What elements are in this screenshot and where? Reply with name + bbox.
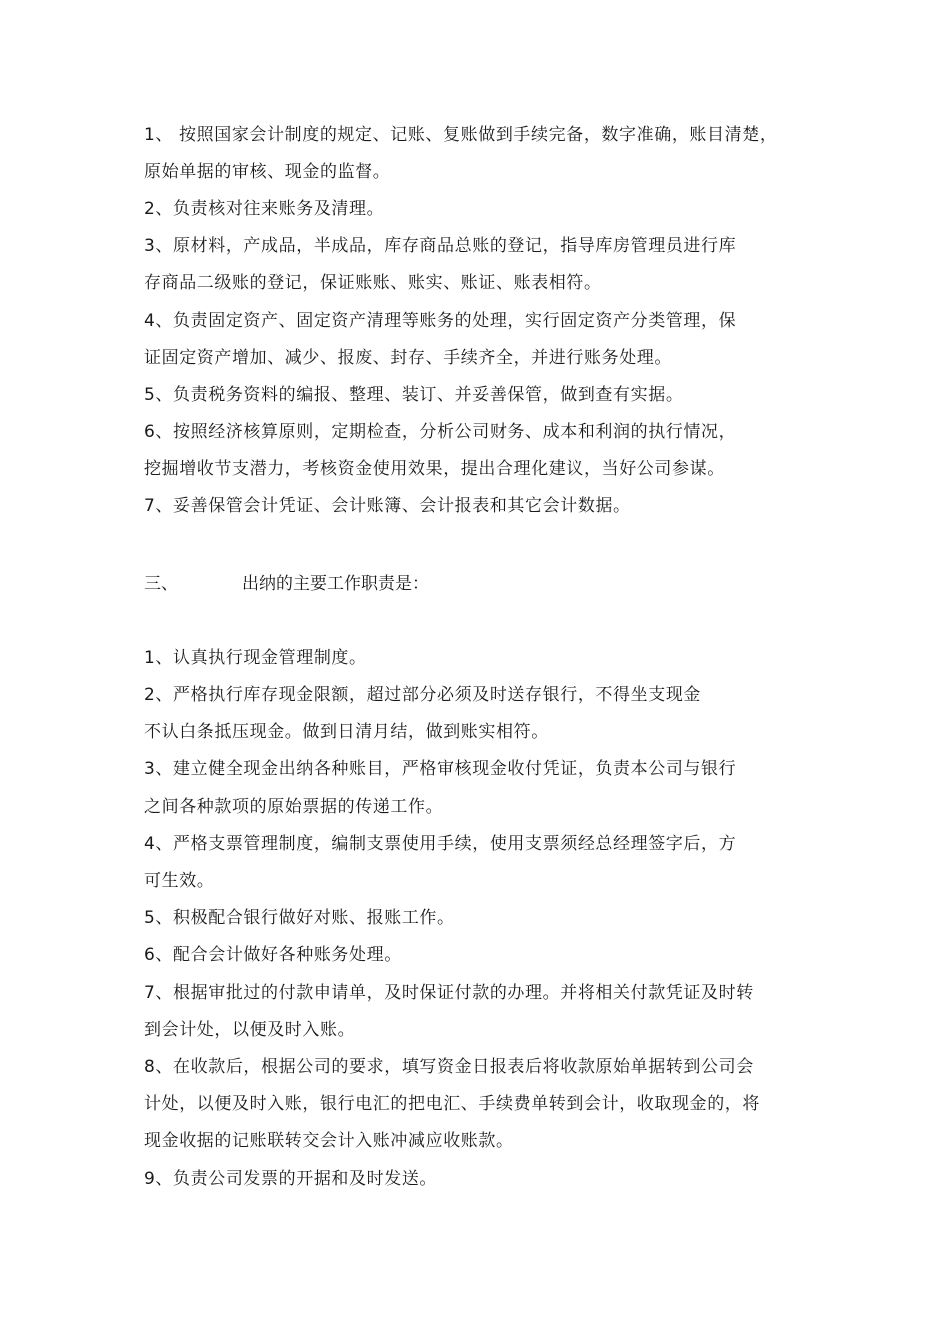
duty-line: 3、原材料，产成品，半成品，库存商品总账的登记，指导库房管理员进行库 [144, 236, 737, 256]
duty-line: 1、认真执行现金管理制度。 [144, 648, 367, 668]
duty-line: 可生效。 [144, 871, 215, 891]
duty-line: 3、建立健全现金出纳各种账目，严格审核现金收付凭证，负责本公司与银行 [144, 759, 737, 779]
duty-line: 现金收据的记账联转交会计入账冲减应收账款。 [144, 1131, 514, 1151]
section-heading [144, 573, 429, 595]
duty-line: 之间各种款项的原始票据的传递工作。 [144, 797, 444, 817]
duty-line: 原始单据的审核、现金的监督。 [144, 162, 391, 182]
duty-line: 证固定资产增加、减少、报废、封存、手续齐全，并进行账务处理。 [144, 348, 672, 368]
duty-line: 挖掘增收节支潜力，考核资金使用效果，提出合理化建议，当好公司参谋。 [144, 459, 725, 479]
duty-line: 9、负责公司发票的开据和及时发送。 [144, 1169, 438, 1189]
duty-line: 7、妥善保管会计凭证、会计账簿、会计报表和其它会计数据。 [144, 496, 631, 516]
duty-line: 5、负责税务资料的编报、整理、装订、并妥善保管，做到查有实据。 [144, 385, 684, 405]
duty-line: 2、负责核对往来账务及清理。 [144, 199, 385, 219]
duty-line: 4、严格支票管理制度，编制支票使用手续，使用支票须经总经理签字后，方 [144, 834, 737, 854]
duty-line: 7、根据审批过的付款申请单，及时保证付款的办理。并将相关付款凭证及时转 [144, 983, 754, 1003]
duty-line: 8、在收款后，根据公司的要求，填写资金日报表后将收款原始单据转到公司会 [144, 1057, 754, 1077]
duty-line: 4、负责固定资产、固定资产清理等账务的处理，实行固定资产分类管理，保 [144, 311, 737, 331]
duty-line: 2、严格执行库存现金限额，超过部分必须及时送存银行，不得坐支现金 [144, 685, 702, 705]
duty-line: 计处，以便及时入账，银行电汇的把电汇、手续费单转到会计，收取现金的，将 [144, 1094, 760, 1114]
duty-line: 6、按照经济核算原则，定期检查，分析公司财务、成本和利润的执行情况， [144, 422, 737, 442]
duty-line: 存商品二级账的登记，保证账账、账实、账证、账表相符。 [144, 273, 602, 293]
section-number: 三、 [144, 574, 178, 594]
duty-line: 5、积极配合银行做好对账、报账工作。 [144, 908, 455, 928]
duty-line: 1、 按照国家会计制度的规定、记账、复账做到手续完备，数字准确，账目清楚， [144, 125, 778, 145]
duty-line: 6、配合会计做好各种账务处理。 [144, 945, 402, 965]
duty-line: 不认白条抵压现金。做到日清月结，做到账实相符。 [144, 722, 549, 742]
section-title: 出纳的主要工作职责是： [242, 574, 429, 594]
duty-line: 到会计处，以便及时入账。 [144, 1020, 356, 1040]
